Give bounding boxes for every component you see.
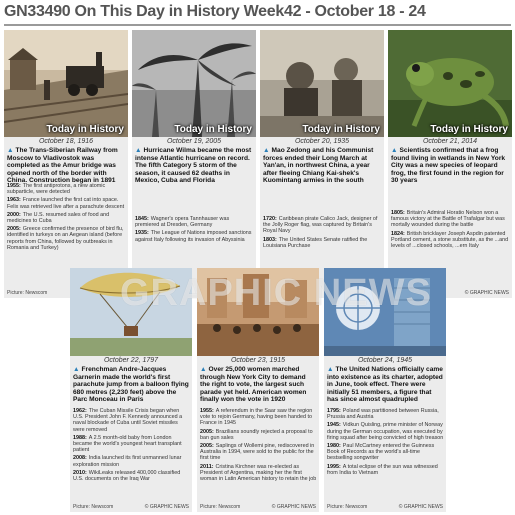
card-lead [200, 366, 317, 404]
card-date: October 18, 1916 [38, 138, 94, 145]
card-lead [73, 366, 190, 404]
card-lead-text: The Trans-Siberian Railway from Moscow to Vladivostok was completed as the Amur bridge was opened north of the border with China. Construction began in 1891 [7, 147, 118, 185]
card-lead [135, 147, 254, 185]
card-credit: Picture: Newscom © GRAPHIC NEWS [327, 504, 443, 510]
card-lead-text: Frenchman Andre-Jacques Garnerin made the world's first parachute jump from a balloon flying 680 metres (2,230 feet) above the Parc Monceau in Paris [73, 366, 189, 404]
card-lead [391, 147, 510, 185]
card-date: October 22, 1797 [103, 357, 159, 364]
history-card-oct20[interactable] [260, 30, 384, 298]
event-item: 2011: Cristina Kirchner was re-elected as President of Argentina, making her the first woman in Latin American history to retain the job [200, 463, 317, 483]
photo-label: Today in History [430, 124, 508, 135]
card-lead [263, 147, 382, 185]
event-item: 1995: A total eclipse of the sun was witnessed from India to Vietnam [327, 463, 438, 476]
card-date: October 24, 1945 [357, 357, 413, 364]
event-item: 1824: British bricklayer Joseph Aspdin patented Portland cement, a stone substitute, as the ...and levels of ...closed schools, ...ern Italy [391, 230, 509, 250]
history-card-oct22[interactable] [70, 268, 192, 512]
triangle-icon: ▲ [327, 366, 334, 373]
event-item: 2005: Saplings of Wollemi pine, rediscovered in Australia in 1994, were sold to the public for the first time [200, 443, 315, 462]
event-item: 2005: Greece confirmed the presence of bird flu, identified in turkeys on an Aegean island (before reports from China, followed by outbreaks in Romania and Turkey) [7, 226, 124, 251]
event-item: 1980: Paul McCartney entered the Guinness Book of Records as the world's all-time bestselling songwriter [327, 443, 435, 462]
card-lead [327, 366, 444, 404]
triangle-icon: ▲ [73, 366, 80, 373]
event-item: 1963: France launched the first cat into space. Felix was retrieved live after a parachute descent [7, 197, 125, 210]
photo-hurricane [132, 30, 256, 137]
event-item: 2010: WikiLeaks released 400,000 classified U.S. documents on the Iraq War [73, 469, 181, 483]
card-credit: Picture: Newscom © GRAPHIC NEWS [73, 504, 189, 510]
history-card-oct21[interactable] [388, 30, 512, 298]
event-list [263, 216, 382, 251]
event-item: 1795: Poland was partitioned between Russia, Prussia and Austria [327, 408, 439, 421]
card-lead-text: The United Nations officially came into existence as its charter, adopted in June, took effect. There were initially 51 members, a figure that has since almost quadrupled [327, 366, 443, 404]
history-card-oct18[interactable] [4, 30, 128, 298]
card-date: October 19, 2005 [166, 138, 222, 145]
photo-railway [4, 30, 128, 137]
history-card-oct23[interactable] [197, 268, 319, 512]
event-item: 2008: India launched its first unmanned lunar exploration mission [73, 455, 182, 468]
photo-leopard-frog [388, 30, 512, 137]
event-list [391, 210, 510, 251]
event-list [327, 408, 444, 478]
photo-label: Today in History [46, 124, 124, 135]
card-credit: Picture: Newscom © GRAPHIC NEWS [200, 504, 316, 510]
watermark: GRAPHIC NEWS [120, 272, 432, 314]
header [0, 0, 515, 28]
event-list [73, 408, 190, 484]
triangle-icon: ▲ [200, 366, 207, 373]
event-item: 1962: The Cuban Missile Crisis began when U.S. President John F. Kennedy announced a naval blockade of Cuba until Soviet missiles were removed [73, 408, 183, 433]
event-item: 1803: The United States Senate ratified the Louisiana Purchase [263, 236, 368, 249]
card-credit: Picture: Newscom [7, 290, 48, 296]
page-title: GN33490 On This Day in History Week42 - October 18 - 24 [4, 3, 426, 20]
card-lead [7, 147, 126, 185]
photo-balloon [70, 268, 192, 356]
title-divider [4, 24, 511, 26]
event-item: 2000: The U.S. resumed sales of food and medicines to Cuba [7, 211, 110, 225]
history-card-oct24[interactable] [324, 268, 446, 512]
event-list [135, 216, 254, 245]
photo-label: Today in History [302, 124, 380, 135]
photo-united-nations [324, 268, 446, 356]
photo-suffrage-parade [197, 268, 319, 356]
card-date: October 23, 1915 [230, 357, 286, 364]
photo-mao-zedong [260, 30, 384, 137]
event-item: 1935: The League of Nations imposed sanctions against Italy following its invasion of Abyssinia [135, 230, 252, 243]
event-list [7, 183, 126, 253]
triangle-icon: ▲ [263, 147, 270, 154]
event-item: 1845: Wagner's opera Tannhauser was premiered at Dresden, Germany [135, 216, 230, 229]
card-lead-text: Hurricane Wilma became the most intense Atlantic hurricane on record. The fifth Category 5 storm of the season, it caused 62 deaths in Mexico, Cuba and Florida [135, 147, 252, 185]
card-credit: © GRAPHIC NEWS [464, 290, 509, 296]
history-card-oct19[interactable] [132, 30, 256, 298]
card-date: October 21, 2014 [422, 138, 478, 145]
card-date: October 20, 1935 [294, 138, 350, 145]
card-lead-text: Mao Zedong and his Communist forces ended their Long March at Yan'an, in northwest China, a year after fleeing Chiang Kai-shek's Kuomintang armies in the south [263, 147, 374, 185]
event-item: 1955: A referendum in the Saar saw the region vote to rejoin Germany, having been handed to France in 1945 [200, 408, 313, 427]
triangle-icon: ▲ [391, 147, 398, 154]
card-lead-text: Over 25,000 women marched through New York City to demand the right to vote, the largest such parade yet held. American women finally won the vote in 1920 [200, 366, 307, 404]
event-item: 1720: Caribbean pirate Calico Jack, designer of the Jolly Roger flag, was captured by Britain's Royal Navy [263, 216, 378, 235]
event-item: 2005: Brazilians soundly rejected a proposal to ban gun sales [200, 428, 313, 441]
card-lead-text: Scientists confirmed that a frog found living in wetlands in New York City was a new species of leopard frog, the first found in the region for 30 years [391, 147, 506, 185]
event-item: 1945: Vidkun Quisling, prime minister of Norway during the German occupation, was executed by firing squad after being convicted of high treason [327, 422, 444, 441]
event-item: 1805: Britain's Admiral Horatio Nelson won a famous victory at the Battle of Trafalgar but was mortally wounded during the battle [391, 210, 505, 229]
event-list [200, 408, 317, 484]
event-item: 1988: A 2.5 month-old baby from London became the world's youngest heart transplant patient [73, 434, 182, 454]
triangle-icon: ▲ [135, 147, 142, 154]
event-item: 1955: The first antiprotons, a new atomic subparticle, were detected [7, 183, 106, 196]
photo-label: Today in History [174, 124, 252, 135]
triangle-icon: ▲ [7, 147, 14, 154]
